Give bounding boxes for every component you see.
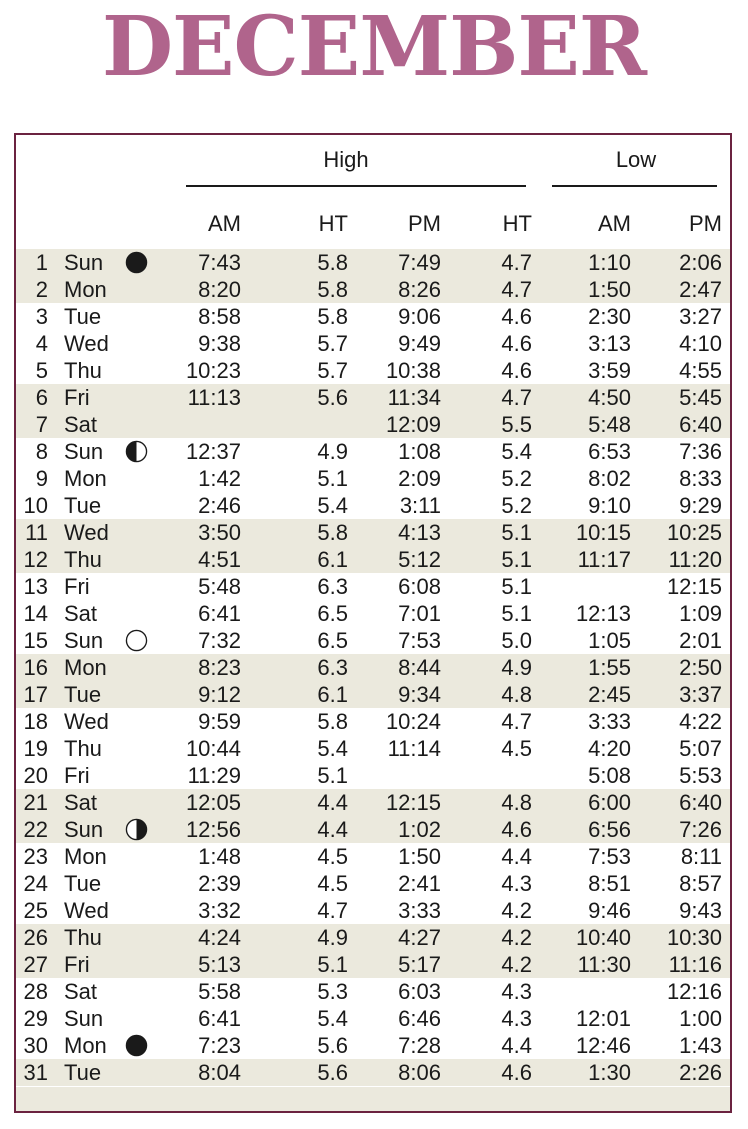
high-am-time: 3:50 [198,520,241,545]
low-am-time: 12:13 [575,601,631,626]
high-am-time: 8:20 [198,277,241,302]
low-pm-time: 7:36 [679,439,722,464]
day-of-week: Thu [64,547,102,572]
high-pm-time: 5:12 [398,547,441,572]
table-row [16,357,730,384]
table-row [16,681,730,708]
high-pm-time: 11:34 [387,385,441,410]
high-am-height: 5.4 [317,736,348,761]
table-footer-band [16,1087,730,1111]
day-number: 19 [23,736,48,761]
low-pm-time: 7:26 [679,817,722,842]
high-am-height: 6.3 [317,655,348,680]
high-am-time: 2:46 [198,493,241,518]
table-row [16,870,730,897]
table-row [16,276,730,303]
high-am-height: 5.8 [317,709,348,734]
day-of-week: Sun [64,1006,104,1031]
low-am-time: 10:15 [575,520,631,545]
table-row [16,330,730,357]
low-am-time: 6:53 [588,439,631,464]
low-am-time: 3:59 [588,358,631,383]
high-am-height: 6.5 [317,601,348,626]
day-number: 31 [23,1060,48,1085]
day-of-week: Sun [64,439,104,464]
day-number: 18 [23,709,48,734]
day-of-week: Fri [64,385,90,410]
table-row [16,762,730,789]
table-row [16,303,730,330]
high-pm-time: 1:08 [398,439,441,464]
high-pm-height: 4.3 [501,1006,532,1031]
day-number: 14 [23,601,48,626]
low-pm-time: 2:47 [679,277,722,302]
day-number: 17 [23,682,48,707]
high-pm-height: 5.2 [501,493,532,518]
high-am-time: 3:32 [198,898,241,923]
high-pm-height: 4.7 [501,250,532,275]
high-pm-time: 7:01 [398,601,441,626]
table-row [16,708,730,735]
low-am-time: 4:20 [588,736,631,761]
high-pm-height: 5.1 [501,601,532,626]
high-am-height: 4.4 [317,790,348,815]
day-of-week: Mon [64,466,107,491]
table-row [16,546,730,573]
col-header-high-am: AM [208,211,241,236]
table-row [16,924,730,951]
high-pm-height: 4.2 [501,898,532,923]
high-am-height: 5.6 [317,1060,348,1085]
high-pm-time: 4:27 [398,925,441,950]
low-pm-time: 9:43 [679,898,722,923]
low-pm-time: 4:10 [679,331,722,356]
day-of-week: Tue [64,682,102,707]
high-am-time: 12:56 [185,817,241,842]
table-row [16,249,730,276]
low-pm-time: 3:27 [679,304,722,329]
high-pm-height: 4.8 [501,790,532,815]
high-pm-height: 4.2 [501,952,532,977]
high-pm-height: 4.9 [501,655,532,680]
high-am-time: 4:51 [198,547,241,572]
high-am-height: 5.8 [317,304,348,329]
day-number: 6 [35,385,48,410]
high-pm-height: 5.1 [501,574,532,599]
high-pm-height: 4.6 [501,331,532,356]
low-pm-time: 1:00 [679,1006,722,1031]
day-number: 27 [23,952,48,977]
high-am-height [268,411,348,438]
high-pm-time: 6:08 [398,574,441,599]
high-am-time: 9:38 [198,331,241,356]
high-am-height: 4.5 [317,844,348,869]
low-am-time: 2:45 [588,682,631,707]
high-pm-time: 1:02 [398,817,441,842]
new-moon-icon [125,251,148,274]
low-pm-time: 5:53 [679,763,722,788]
high-am-height: 5.4 [317,493,348,518]
high-am-height: 6.3 [317,574,348,599]
high-pm-height: 4.6 [501,358,532,383]
high-pm-time: 9:06 [398,304,441,329]
low-am-time [551,978,631,1005]
high-pm-height: 4.2 [501,925,532,950]
low-am-time: 11:30 [577,952,631,977]
last-quarter-icon [125,818,148,841]
day-of-week: Mon [64,277,107,302]
low-pm-time: 12:16 [666,979,722,1004]
day-of-week: Mon [64,844,107,869]
day-number: 15 [23,628,48,653]
low-group-label: Low [615,147,657,172]
low-pm-time: 12:15 [666,574,722,599]
high-am-height: 5.6 [317,385,348,410]
table-row [16,897,730,924]
high-pm-time: 12:15 [385,790,441,815]
high-pm-time: 8:26 [398,277,441,302]
table-row [16,384,730,411]
high-pm-time: 7:28 [398,1033,441,1058]
high-am-time: 9:12 [198,682,241,707]
high-am-time: 7:43 [198,250,241,275]
day-number: 11 [25,520,48,545]
high-am-time: 9:59 [198,709,241,734]
high-pm-height: 5.4 [501,439,532,464]
high-am-height: 4.9 [317,925,348,950]
low-pm-time: 11:16 [668,952,722,977]
high-am-height: 5.8 [317,277,348,302]
day-number: 2 [35,277,48,302]
high-pm-height [452,762,532,789]
low-am-time: 12:46 [575,1033,631,1058]
full-moon-icon [125,629,148,652]
table-row [16,519,730,546]
high-am-time [161,411,241,438]
high-am-time: 8:23 [198,655,241,680]
high-am-height: 5.3 [317,979,348,1004]
table-row [16,1032,730,1059]
low-am-time: 6:56 [588,817,631,842]
low-pm-time: 6:40 [679,790,722,815]
day-number: 8 [35,439,48,464]
col-header-high-am-ht: HT [318,211,348,236]
high-pm-time: 3:33 [398,898,441,923]
col-header-high-pm-ht: HT [502,211,532,236]
high-pm-time: 2:09 [398,466,441,491]
high-pm-height: 4.8 [501,682,532,707]
low-am-time: 3:13 [588,331,631,356]
day-of-week: Fri [64,952,90,977]
low-pm-time: 3:37 [679,682,722,707]
day-number: 28 [23,979,48,1004]
low-pm-time: 2:06 [679,250,722,275]
low-am-time: 6:00 [588,790,631,815]
low-pm-time: 1:09 [679,601,722,626]
low-pm-time: 2:26 [679,1060,722,1085]
high-am-time: 1:48 [198,844,241,869]
low-pm-time: 9:29 [679,493,722,518]
high-am-height: 5.1 [317,466,348,491]
high-pm-time: 12:09 [385,412,441,437]
low-am-time: 1:55 [588,655,631,680]
day-of-week: Wed [64,709,109,734]
day-number: 23 [23,844,48,869]
high-am-time: 8:58 [198,304,241,329]
low-group-rule [552,185,717,187]
low-am-time: 8:51 [588,871,631,896]
day-of-week: Tue [64,304,102,329]
table-row [16,789,730,816]
high-pm-time: 5:17 [398,952,441,977]
high-pm-height: 4.7 [501,709,532,734]
day-of-week: Sat [64,790,98,815]
table-row [16,411,730,438]
high-am-height: 6.5 [317,628,348,653]
high-am-height: 5.1 [317,763,348,788]
low-am-time: 11:17 [577,547,631,572]
low-pm-time: 11:20 [668,547,722,572]
high-pm-height: 5.2 [501,466,532,491]
day-of-week: Mon [64,1033,107,1058]
day-of-week: Wed [64,898,109,923]
day-number: 22 [23,817,48,842]
high-pm-time: 6:03 [398,979,441,1004]
high-pm-time [361,762,441,789]
day-of-week: Fri [64,574,90,599]
day-of-week: Sun [64,250,104,275]
high-am-height: 5.8 [317,520,348,545]
high-am-time: 5:48 [198,574,241,599]
low-pm-time: 10:25 [666,520,722,545]
high-pm-time: 3:11 [399,493,441,518]
high-am-time: 10:23 [185,358,241,383]
new-moon-icon [125,1034,148,1057]
day-of-week: Tue [64,493,102,518]
low-am-time: 7:53 [588,844,631,869]
low-am-time: 9:10 [588,493,631,518]
high-am-height: 5.8 [317,250,348,275]
high-am-time: 5:58 [198,979,241,1004]
high-pm-height: 4.4 [501,1033,532,1058]
day-number: 29 [23,1006,48,1031]
low-pm-time: 6:40 [679,412,722,437]
low-am-time: 3:33 [588,709,631,734]
high-pm-time: 6:46 [398,1006,441,1031]
high-pm-time: 7:53 [398,628,441,653]
first-quarter-icon [125,440,148,463]
day-of-week: Sat [64,979,98,1004]
high-am-time: 5:13 [198,952,241,977]
high-pm-height: 5.1 [501,520,532,545]
high-pm-time: 9:34 [398,682,441,707]
table-row [16,465,730,492]
low-am-time: 5:48 [588,412,631,437]
day-of-week: Thu [64,736,102,761]
low-pm-time: 8:11 [680,844,722,869]
low-pm-time: 1:43 [679,1033,722,1058]
high-am-time: 11:13 [187,385,241,410]
high-pm-height: 5.5 [501,412,532,437]
high-am-height: 5.1 [317,952,348,977]
day-of-week: Sun [64,628,104,653]
day-number: 1 [35,250,48,275]
table-row [16,438,730,465]
table-row [16,816,730,843]
high-pm-height: 4.4 [501,844,532,869]
day-of-week: Wed [64,520,109,545]
low-am-time: 4:50 [588,385,631,410]
high-pm-time: 10:38 [385,358,441,383]
high-am-time: 6:41 [198,601,241,626]
day-number: 26 [23,925,48,950]
high-am-time: 6:41 [198,1006,241,1031]
low-am-time: 10:40 [575,925,631,950]
high-pm-time: 8:44 [398,655,441,680]
low-am-time: 1:30 [588,1060,631,1085]
high-pm-height: 4.5 [501,736,532,761]
low-pm-time: 10:30 [666,925,722,950]
high-group-label: High [323,147,369,172]
high-am-time: 2:39 [198,871,241,896]
day-of-week: Sun [64,817,104,842]
day-number: 30 [23,1033,48,1058]
high-am-time: 8:04 [198,1060,241,1085]
high-am-height: 6.1 [317,547,348,572]
high-pm-height: 4.3 [501,979,532,1004]
day-of-week: Mon [64,655,107,680]
table-row [16,573,730,600]
high-pm-height: 4.3 [501,871,532,896]
day-of-week: Thu [64,358,102,383]
low-am-time: 1:10 [588,250,631,275]
tide-table [14,133,732,1113]
low-pm-time: 8:57 [679,871,722,896]
high-pm-time: 2:41 [398,871,441,896]
table-row [16,627,730,654]
day-number: 13 [23,574,48,599]
day-number: 3 [35,304,48,329]
table-row [16,843,730,870]
high-pm-height: 4.6 [501,304,532,329]
day-number: 12 [23,547,48,572]
day-number: 25 [23,898,48,923]
high-pm-height: 4.7 [501,277,532,302]
high-am-height: 4.9 [317,439,348,464]
high-am-height: 5.4 [317,1006,348,1031]
high-group-rule [186,185,526,187]
low-am-time: 1:50 [588,277,631,302]
high-pm-time: 10:24 [385,709,441,734]
low-pm-time: 8:33 [679,466,722,491]
high-am-time: 1:42 [198,466,241,491]
high-am-height: 6.1 [317,682,348,707]
high-am-height: 4.5 [317,871,348,896]
high-pm-time: 7:49 [398,250,441,275]
day-number: 5 [35,358,48,383]
day-of-week: Fri [64,763,90,788]
day-of-week: Thu [64,925,102,950]
high-am-time: 7:23 [198,1033,241,1058]
high-am-time: 12:05 [185,790,241,815]
day-of-week: Sat [64,601,98,626]
low-pm-time: 5:45 [679,385,722,410]
high-pm-time: 4:13 [398,520,441,545]
table-row [16,735,730,762]
high-am-time: 10:44 [185,736,241,761]
high-pm-time: 11:14 [387,736,441,761]
high-am-height: 4.7 [317,898,348,923]
day-number: 21 [23,790,48,815]
high-pm-time: 8:06 [398,1060,441,1085]
low-am-time: 8:02 [588,466,631,491]
high-am-time: 4:24 [198,925,241,950]
day-of-week: Tue [64,871,102,896]
high-am-height: 5.7 [317,331,348,356]
col-header-high-pm: PM [408,211,441,236]
high-pm-time: 1:50 [398,844,441,869]
day-number: 10 [23,493,48,518]
high-am-height: 5.6 [317,1033,348,1058]
day-number: 16 [23,655,48,680]
day-number: 4 [35,331,48,356]
low-pm-time: 4:55 [679,358,722,383]
table-row [16,978,730,1005]
high-am-time: 11:29 [187,763,241,788]
table-row [16,1059,730,1086]
table-row [16,492,730,519]
low-pm-time: 2:01 [679,628,722,653]
page-title: DECEMBER [101,0,647,95]
day-of-week: Tue [64,1060,102,1085]
high-pm-height: 4.6 [501,817,532,842]
low-am-time [551,573,631,600]
col-header-low-pm: PM [689,211,722,236]
table-row [16,951,730,978]
day-of-week: Wed [64,331,109,356]
low-pm-time: 2:50 [679,655,722,680]
day-number: 9 [35,466,48,491]
low-am-time: 2:30 [588,304,631,329]
low-pm-time: 4:22 [679,709,722,734]
table-row [16,600,730,627]
low-am-time: 9:46 [588,898,631,923]
high-am-time: 12:37 [185,439,241,464]
high-pm-height: 4.7 [501,385,532,410]
high-pm-height: 5.0 [501,628,532,653]
table-row [16,1005,730,1032]
high-am-height: 5.7 [317,358,348,383]
high-pm-time: 9:49 [398,331,441,356]
low-pm-time: 5:07 [679,736,722,761]
day-number: 20 [23,763,48,788]
low-am-time: 5:08 [588,763,631,788]
low-am-time: 12:01 [575,1006,631,1031]
day-of-week: Sat [64,412,98,437]
high-am-height: 4.4 [317,817,348,842]
day-number: 7 [35,412,48,437]
day-number: 24 [23,871,48,896]
high-pm-height: 5.1 [501,547,532,572]
col-header-low-am: AM [598,211,631,236]
table-row [16,654,730,681]
high-pm-height: 4.6 [501,1060,532,1085]
low-am-time: 1:05 [588,628,631,653]
high-am-time: 7:32 [198,628,241,653]
